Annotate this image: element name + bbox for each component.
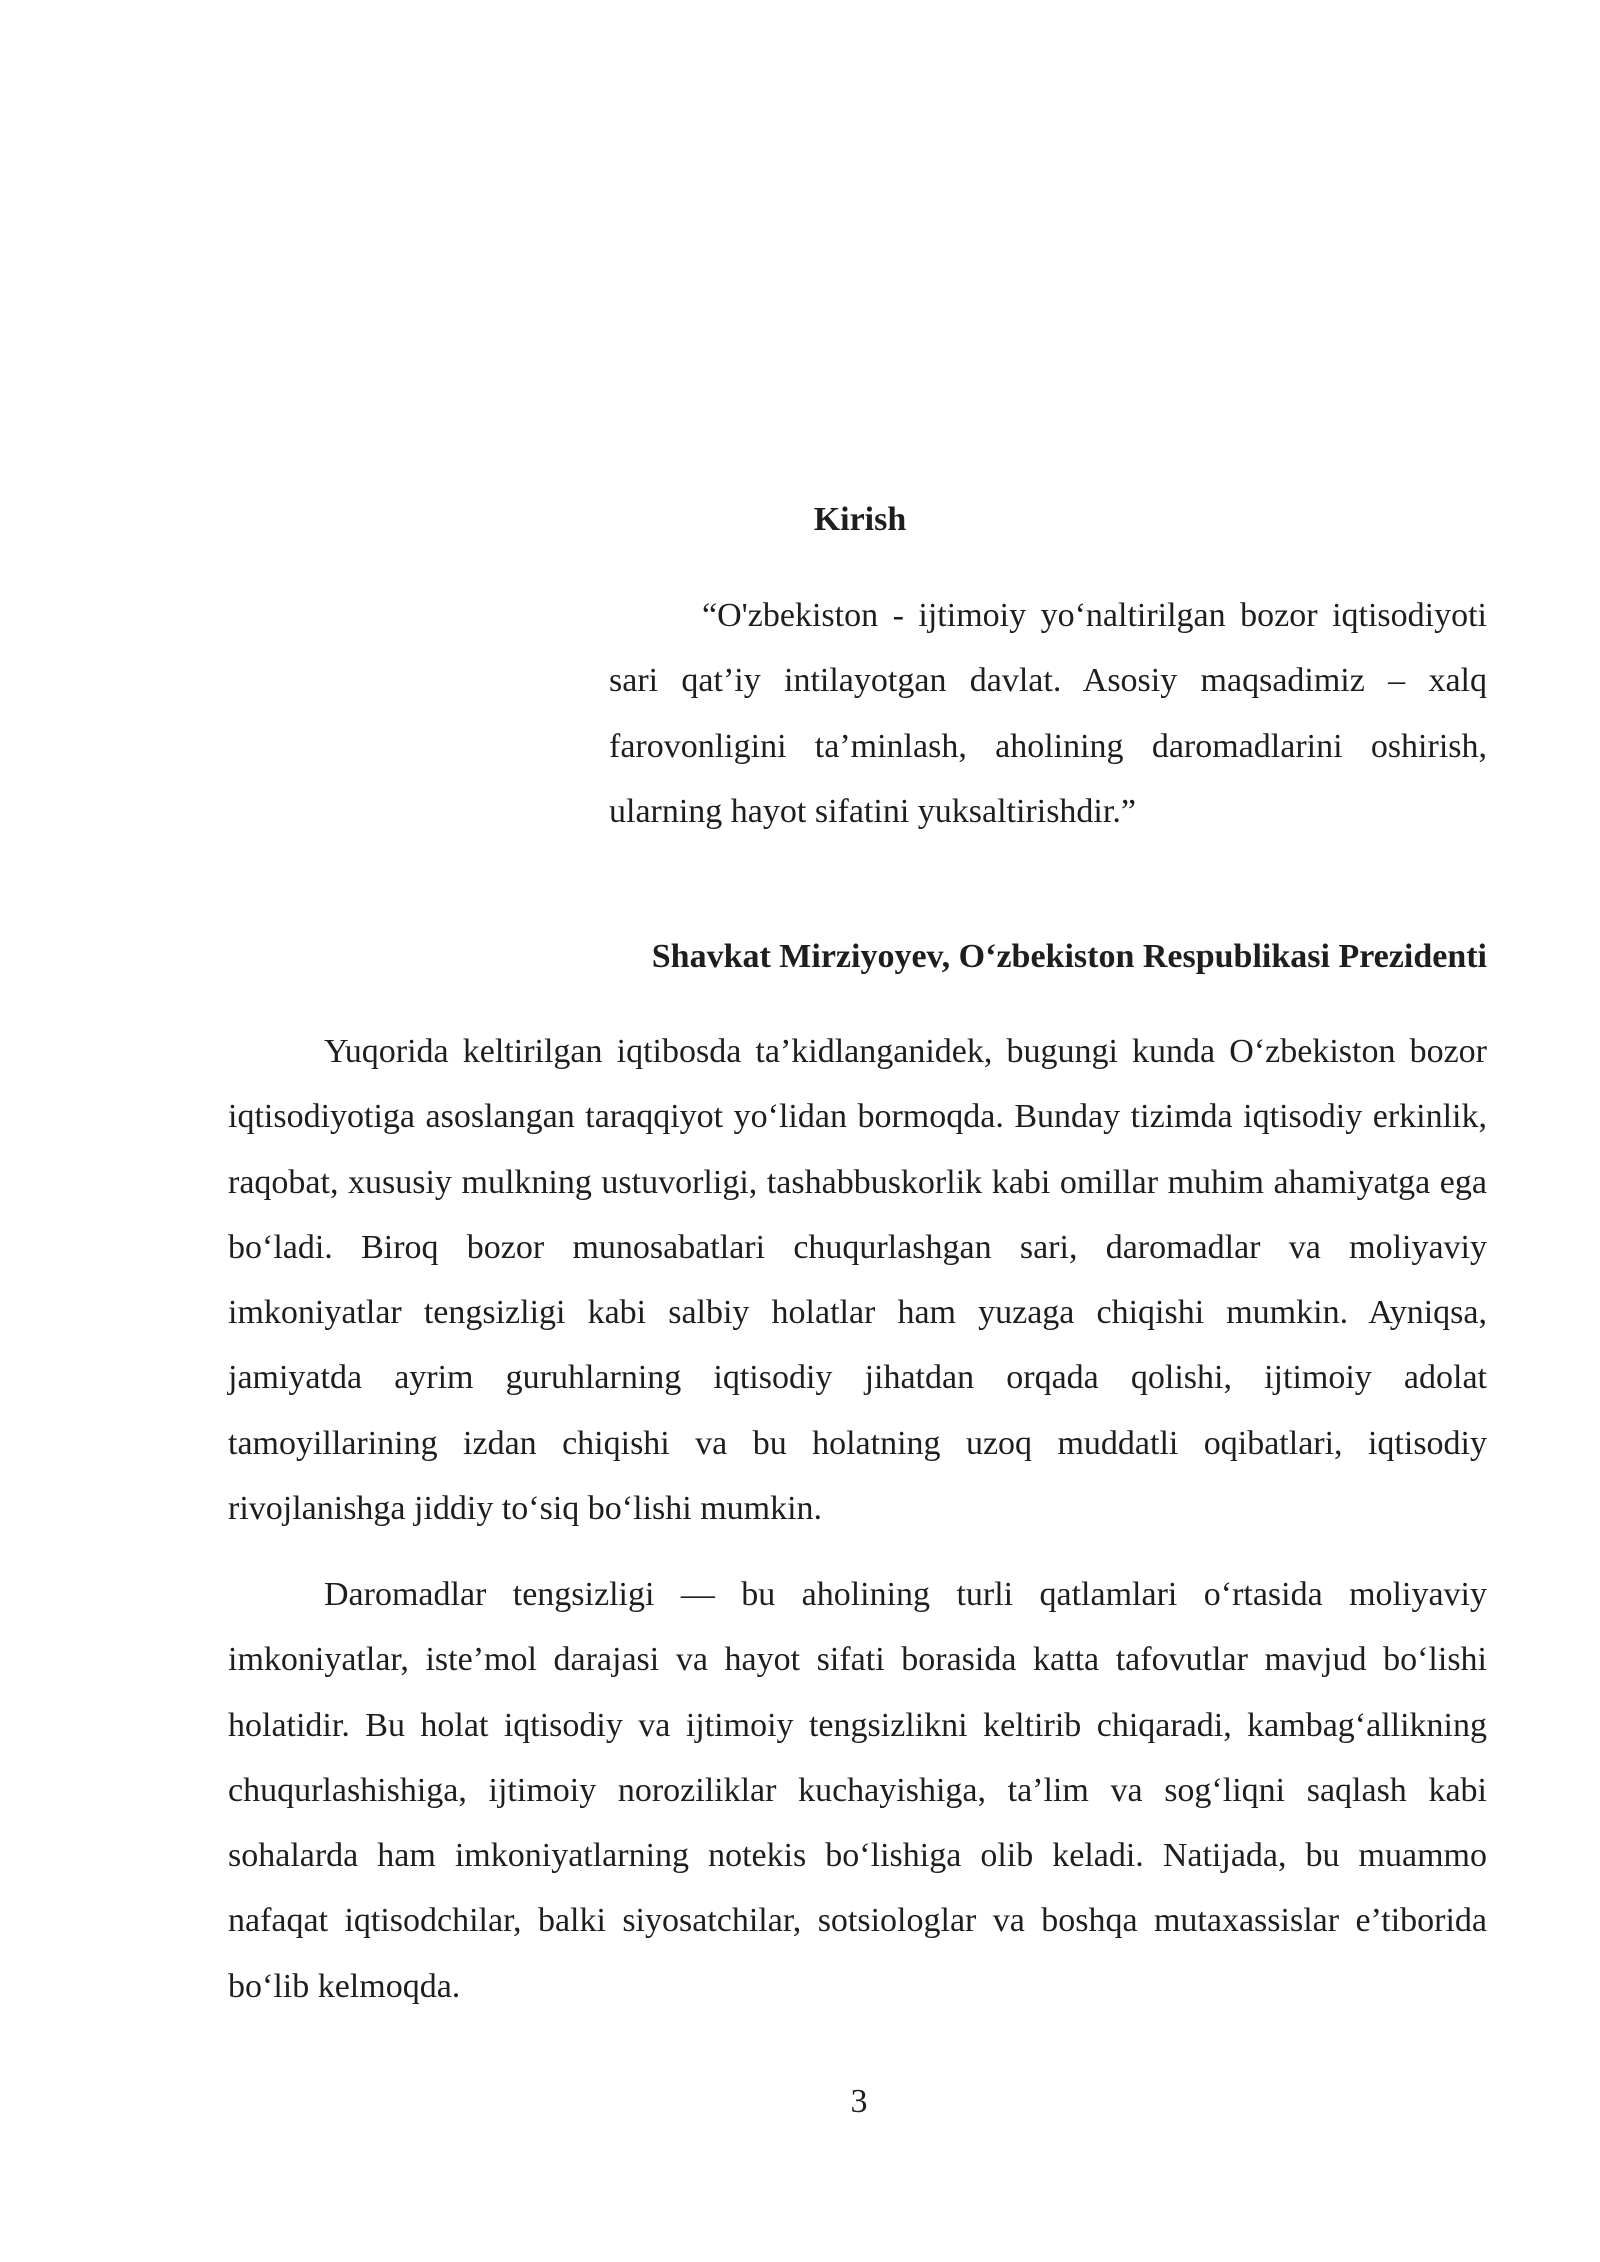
body-paragraph: Yuqorida keltirilgan iqtibosda ta’kidlanganidek, bugungi kunda O‘zbekiston bozor iqtisodiyotiga asoslangan taraqqiyot yo‘lidan bormoqda. Bunday tizimda iqtisodiy erkinlik, raqobat, xususiy mulkning ustuvorligi, tashabbuskorlik kabi omillar muhim ahamiyatga ega bo‘ladi. Biroq bozor munosabatlari chuqurlashgan sari, daromadlar va moliyaviy imkoniyatlar tengsizligi kabi salbiy holatlar ham yuzaga chiqishi mumkin. Ayniqsa, jamiyatda ayrim guruhlarning iqtisodiy jihatdan orqada qolishi, ijtimoiy adolat tamoyillarining izdan chiqishi va bu holatning uzoq muddatli oqibatlari, iqtisodiy rivojlanishga jiddiy to‘siq bo‘lishi mumkin. bbox=[228, 1033, 1487, 1528]
epigraph-attribution: Shavkat Mirziyoyev, O‘zbekiston Respublikasi Prezidenti bbox=[651, 938, 1487, 975]
body-paragraph: Daromadlar tengsizligi — bu aholining turli qatlamlari o‘rtasida moliyaviy imkoniyatlar, iste’mol darajasi va hayot sifati borasida katta tafovutlar mavjud bo‘lishi holatidir. Bu holat iqtisodiy va ijtimoiy tengsizlikni keltirib chiqaradi, kambag‘allikning chuqurlashishiga, ijtimoiy noroziliklar kuchayishiga, ta’lim va sog‘liqni saqlash kabi sohalarda ham imkoniyatlarning notekis bo‘lishiga olib keladi. Natijada, bu muammo nafaqat iqtisodchilar, balki siyosatchilar, sotsiologlar va boshqa mutaxassislar e’tiborida bo‘lib kelmoqda. bbox=[228, 1576, 1487, 2005]
page-number: 3 bbox=[850, 2083, 868, 2120]
section-heading: Kirish bbox=[813, 501, 907, 538]
epigraph-quote: “O'zbekiston - ijtimoiy yo‘naltirilgan bozor iqtisodiyoti sari qat’iy intilayotgan davlat. Asosiy maqsadimiz – xalq farovonligini ta’minlash, aholining daromadlarini oshirish, ularning hayot sifatini yuksaltirishdir.” bbox=[609, 597, 1487, 830]
